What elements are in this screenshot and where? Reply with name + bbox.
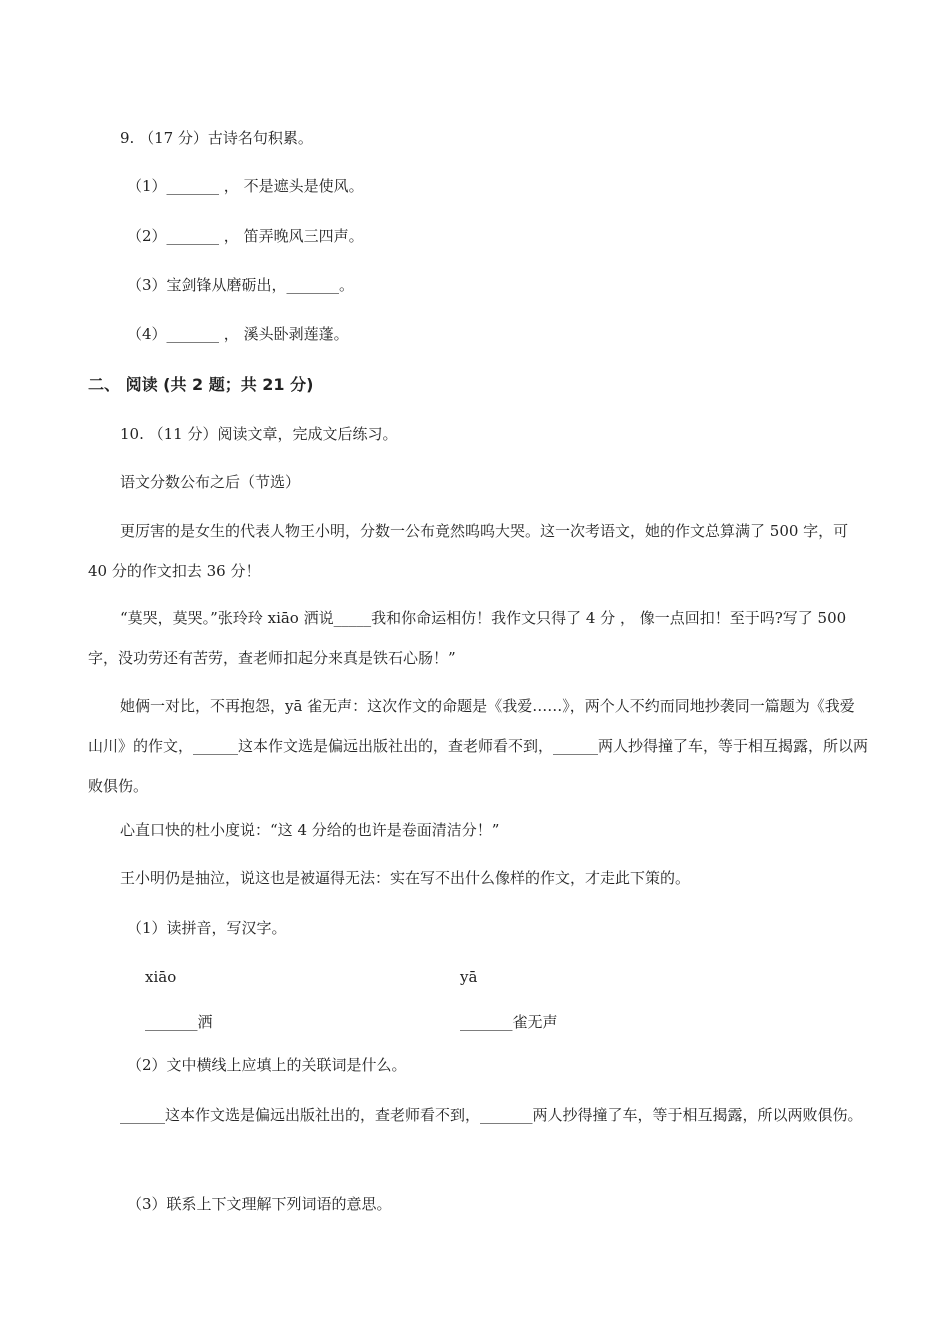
sub-question-3-label: （3）联系上下文理解下列词语的意思。: [127, 1195, 392, 1213]
article-paragraph-2: “莫哭，莫哭。”张玲玲 xiāo 洒说_____我和你命运相仿！我作文只得了 4 分 ， 像一点回扣！至于吗?写了 500 字，没功劳还有苦劳，查老师扣起分来真是铁石心肠！”: [88, 609, 847, 667]
pinyin-b: yā: [460, 968, 478, 986]
article-paragraph-1: 更厉害的是女生的代表人物王小明，分数一公布竟然呜呜大哭。这一次考语文，她的作文总算满了 500 字，可 40 分的作文扣去 36 分！: [88, 522, 849, 580]
question-9-item-3: （3）宝剑锋从磨砺出，_______。: [127, 276, 355, 294]
section-2-title: 二、 阅读 (共 2 题；共 21 分): [88, 375, 314, 394]
question-9-item-4: （4）_______ ， 溪头卧剥莲蓬。: [127, 325, 349, 343]
question-9-item-2: （2）_______ ， 笛弄晚风三四声。: [127, 227, 364, 245]
article-paragraph-5: 王小明仍是抽泣，说这也是被逼得无法：实在写不出什么像样的作文，才走此下策的。: [120, 869, 691, 887]
blank-b: _______雀无声: [460, 1013, 558, 1031]
sub-question-1-label: （1）读拼音，写汉字。: [127, 919, 287, 937]
article-title: 语文分数公布之后（节选）: [120, 473, 301, 491]
pinyin-a: xiāo: [145, 968, 177, 986]
question-10-header: 10. （11 分）阅读文章，完成文后练习。: [120, 425, 398, 443]
article-paragraph-4: 心直口快的杜小度说：“这 4 分给的也许是卷面清洁分！”: [120, 821, 500, 839]
sub-question-2-label: （2）文中横线上应填上的关联词是什么。: [127, 1056, 407, 1074]
question-9-header: 9. （17 分）古诗名句积累。: [120, 129, 313, 147]
question-9-item-1: （1）_______ ， 不是遮头是使风。: [127, 177, 364, 195]
sub-question-2-text: ______这本作文选是偏远出版社出的，查老师看不到，_______两人抄得撞了车，等于相互揭露，所以两败俱伤。: [120, 1106, 863, 1124]
article-paragraph-3: 她俩一对比，不再抱怨，yā 雀无声：这次作文的命题是《我爱……》，两个人不约而同地抄袭同一篇题为《我爱山川》的作文，______这本作文选是偏远出版社出的，查老师看不到，______两人抄得撞了车，等于相互揭露，所以两败俱伤。: [88, 697, 869, 795]
blank-a: _______洒: [145, 1013, 213, 1031]
